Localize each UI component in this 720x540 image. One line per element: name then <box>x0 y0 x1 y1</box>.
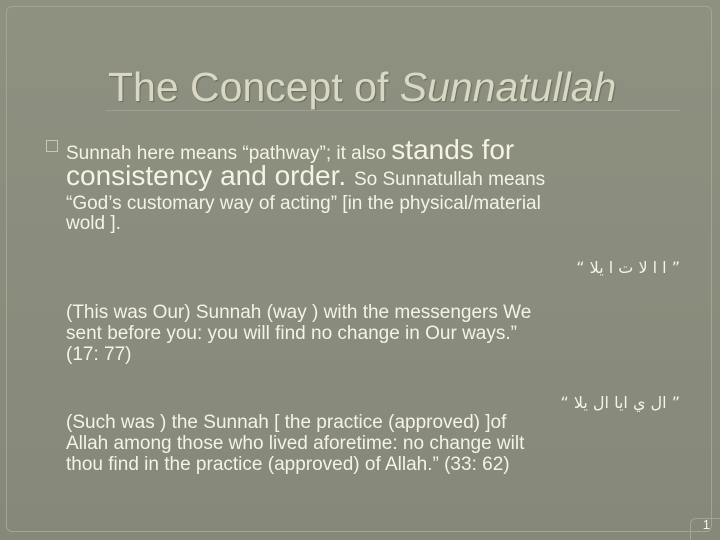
definition-line-1-a: Sunnah here means “pathway”; it also <box>66 143 392 164</box>
definition-line-2 <box>66 162 545 190</box>
definition-line-2-b: So Sunnatullah means <box>353 169 546 190</box>
definition-line-2-a: consistency and order. <box>66 160 354 191</box>
definition-line-1-b: stands for <box>391 134 515 165</box>
title-divider <box>106 110 680 111</box>
verse-1-line-3: (17: 77) <box>66 344 132 365</box>
title-italic: Sunnatullah <box>399 64 617 110</box>
verse-2-line-1: (Such was ) the Sunnah [ the practice (approved) ]of <box>66 412 507 433</box>
verse-1-line-2: sent before you: you will find no change in Our ways.” <box>66 323 517 344</box>
title-plain: The Concept of <box>108 64 400 110</box>
verse-translation-2 <box>66 412 686 475</box>
definition-line-3: “God’s customary way of acting” [in the physical/material <box>66 193 541 214</box>
bullet-square-icon <box>46 140 58 152</box>
verse-translation-1 <box>66 302 676 365</box>
verse-2-line-3: thou find in the practice (approved) of Allah.” (33: 62) <box>66 454 510 475</box>
verse-1-line-1: (This was Our) Sunnah (way ) with the messengers We <box>66 302 532 323</box>
page-number: 1 <box>702 517 710 532</box>
definition-line-4: wold ]. <box>66 213 121 234</box>
arabic-verse-2: ” ال ي ايا ال يلا “ <box>560 393 680 412</box>
slide-title <box>108 64 708 111</box>
verse-2-line-2: Allah among those who lived aforetime: no change wilt <box>66 433 525 454</box>
arabic-verse-1: ” ا ا لا ت ا يلا “ <box>576 258 680 277</box>
